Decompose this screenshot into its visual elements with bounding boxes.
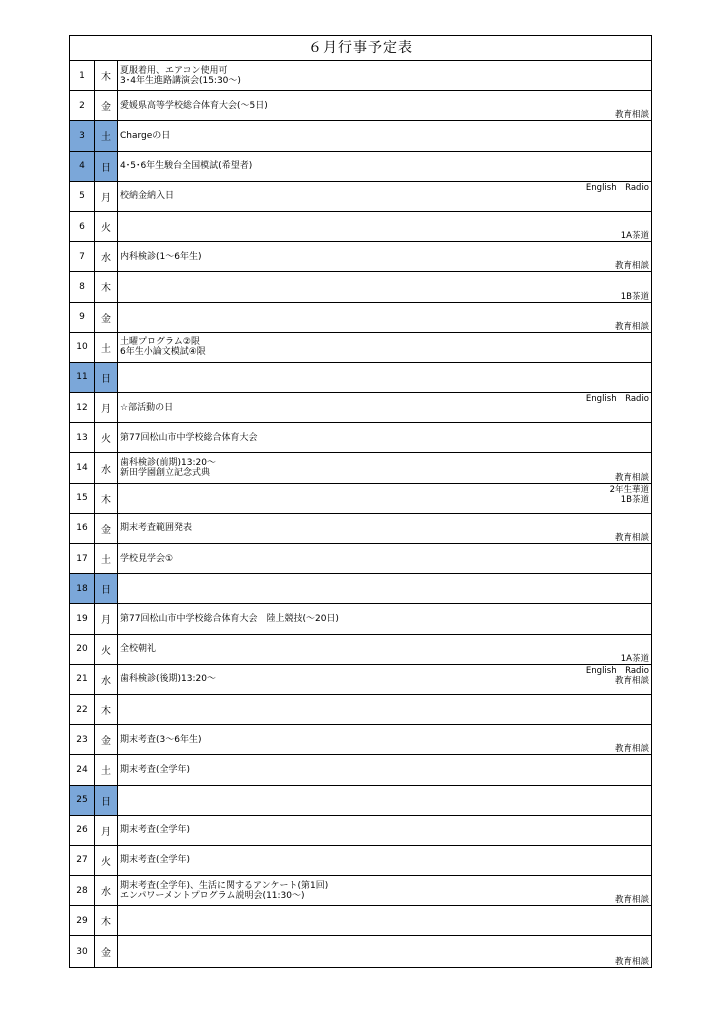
event-list [120,61,241,90]
event-list [120,514,192,543]
event-list [120,665,216,694]
weekday: 土 [95,544,118,573]
day-number: 8 [70,272,95,301]
weekday: 水 [95,453,118,482]
weekday: 火 [95,212,118,241]
side-note: 教育相談 [614,472,649,483]
side-notes-bottom [615,473,649,483]
table-row [70,212,651,242]
table-row [70,61,651,91]
event-list [120,152,252,181]
side-note: 2年生華道 [609,484,649,495]
side-notes-bottom [615,957,649,967]
side-notes-bottom [615,110,649,120]
weekday: 日 [95,574,118,603]
weekday: 木 [95,272,118,301]
weekday: 水 [95,242,118,271]
events-cell [118,755,651,784]
day-number: 28 [70,876,95,905]
table-row [70,393,651,423]
side-notes-bottom [621,654,649,664]
side-notes-top [586,183,649,193]
table-row [70,695,651,725]
table-row [70,484,651,514]
event-list [120,333,206,362]
weekday: 火 [95,423,118,452]
page-title: ６月行事予定表 [70,36,651,61]
side-note: 教育相談 [614,110,649,121]
day-number: 4 [70,152,95,181]
events-cell [118,453,651,482]
event-list [120,725,201,754]
day-number: 18 [70,574,95,603]
weekday: 月 [95,816,118,845]
event-list [120,876,328,905]
event-line: 新田学園創立記念式典 [120,468,211,479]
side-note: English Radio [585,394,649,405]
event-list [120,453,216,482]
event-line: ☆部活動の日 [120,402,174,413]
event-line: 校納金納入日 [120,191,175,202]
side-note: English Radio [585,182,649,193]
side-note: 教育相談 [614,956,649,967]
day-number: 19 [70,604,95,633]
table-row [70,303,651,333]
side-note: 教育相談 [614,744,649,755]
weekday: 水 [95,665,118,694]
event-line: 4･5･6年生駿台全国模試(希望者) [120,161,253,172]
table-row [70,846,651,876]
event-line: 学校見学会① [120,553,174,564]
events-cell [118,393,651,422]
weekday: 火 [95,635,118,664]
event-list [120,604,339,633]
events-cell [118,695,651,724]
day-number: 29 [70,906,95,935]
side-note: 教育相談 [614,895,649,906]
weekday: 月 [95,604,118,633]
event-list [120,816,190,845]
day-number: 30 [70,936,95,966]
day-number: 2 [70,91,95,120]
events-cell [118,121,651,150]
side-notes-top [586,394,649,404]
table-row [70,363,651,393]
table-row [70,453,651,483]
table-row [70,121,651,151]
events-cell [118,544,651,573]
table-row [70,755,651,785]
side-note: 教育相談 [614,533,649,543]
event-line: 全校朝礼 [120,644,157,655]
events-cell [118,574,651,603]
event-line: 夏服着用、エアコン使用可 [120,65,228,76]
event-line: 歯科検診(後期)13:20～ [120,674,216,685]
events-cell [118,212,651,241]
day-number: 24 [70,755,95,784]
weekday: 水 [95,876,118,905]
events-cell [118,182,651,211]
table-row [70,423,651,453]
events-cell [118,152,651,181]
events-cell [118,91,651,120]
events-cell [118,484,651,513]
table-row [70,635,651,665]
side-notes-top [586,666,649,686]
table-row [70,544,651,574]
table-row [70,242,651,272]
side-notes-top [610,485,649,505]
table-row [70,665,651,695]
events-cell [118,604,651,633]
day-number: 7 [70,242,95,271]
event-line: 第77回松山市中学校総合体育大会 [120,432,258,443]
table-row [70,725,651,755]
events-cell [118,936,651,966]
side-notes-bottom [615,322,649,332]
weekday: 月 [95,393,118,422]
event-line: 3･4年生進路講演会(15:30～) [120,75,241,86]
weekday: 日 [95,363,118,392]
weekday: 木 [95,484,118,513]
table-row [70,182,651,212]
day-number: 23 [70,725,95,754]
table-row [70,936,651,966]
side-note: 教育相談 [614,321,649,332]
table-row [70,272,651,302]
day-number: 13 [70,423,95,452]
table-row [70,152,651,182]
event-list [120,242,201,271]
weekday: 土 [95,333,118,362]
events-cell [118,303,651,332]
table-row [70,906,651,936]
side-note: 教育相談 [614,261,649,272]
table-row [70,876,651,906]
events-cell [118,665,651,694]
event-list [120,182,174,211]
weekday: 金 [95,936,118,966]
side-notes-bottom [621,231,649,241]
event-line: 6年生小論文模試④限 [120,347,206,358]
day-number: 17 [70,544,95,573]
side-note: 1A茶道 [620,653,649,664]
event-line: Chargeの日 [120,130,171,141]
day-number: 21 [70,665,95,694]
event-line: 内科検診(1～6年生) [120,251,202,262]
weekday: 土 [95,121,118,150]
weekday: 日 [95,152,118,181]
event-line: 期末考査範囲発表 [120,523,193,534]
event-list [120,121,170,150]
weekday: 日 [95,786,118,815]
side-notes-bottom [615,533,649,543]
events-cell [118,333,651,362]
side-notes-bottom [615,744,649,754]
event-line: 期末考査(3～6年生) [120,734,202,745]
side-note: 教育相談 [614,675,649,686]
weekday: 木 [95,906,118,935]
side-note: English Radio [585,665,649,676]
schedule-table [69,35,652,968]
day-number: 16 [70,514,95,543]
event-line: 期末考査(全学年)、生活に関するアンケート(第1回) [120,880,329,891]
event-line: 期末考査(全学年) [120,764,191,775]
weekday: 木 [95,695,118,724]
side-note: 1A茶道 [620,231,649,242]
table-row [70,91,651,121]
schedule-rows [70,61,651,967]
event-list [120,423,257,452]
events-cell [118,786,651,815]
event-list [120,755,190,784]
events-cell [118,725,651,754]
events-cell [118,242,651,271]
events-cell [118,272,651,301]
event-line: 第77回松山市中学校総合体育大会 陸上競技(～20日) [120,613,339,624]
events-cell [118,363,651,392]
events-cell [118,876,651,905]
event-line: 期末考査(全学年) [120,855,191,866]
day-number: 14 [70,453,95,482]
day-number: 15 [70,484,95,513]
day-number: 27 [70,846,95,875]
side-notes-bottom [615,261,649,271]
day-number: 9 [70,303,95,332]
day-number: 22 [70,695,95,724]
event-line: 期末考査(全学年) [120,825,191,836]
day-number: 26 [70,816,95,845]
table-row [70,604,651,634]
day-number: 12 [70,393,95,422]
day-number: 10 [70,333,95,362]
day-number: 25 [70,786,95,815]
day-number: 11 [70,363,95,392]
day-number: 20 [70,635,95,664]
table-row [70,816,651,846]
table-row [70,514,651,544]
weekday: 火 [95,846,118,875]
event-list [120,846,190,875]
side-notes-bottom [615,895,649,905]
side-notes-bottom [621,292,649,302]
side-note: 1B茶道 [620,494,649,505]
events-cell [118,906,651,935]
event-line: 土曜プログラム②限 [120,337,200,348]
events-cell [118,816,651,845]
event-list [120,91,268,120]
weekday: 金 [95,303,118,332]
event-line: エンパワーメントプログラム説明会(11:30～) [120,890,305,901]
day-number: 3 [70,121,95,150]
events-cell [118,635,651,664]
event-line: 愛媛県高等学校総合体育大会(～5日) [120,100,268,111]
event-list [120,544,173,573]
events-cell [118,514,651,543]
weekday: 木 [95,61,118,90]
side-note: 1B茶道 [620,291,649,302]
table-row [70,574,651,604]
events-cell [118,423,651,452]
event-list [120,393,173,422]
event-line: 歯科検診(前期)13:20～ [120,458,216,469]
weekday: 金 [95,514,118,543]
weekday: 土 [95,755,118,784]
weekday: 金 [95,725,118,754]
day-number: 1 [70,61,95,90]
event-list [120,635,156,664]
weekday: 金 [95,91,118,120]
day-number: 5 [70,182,95,211]
table-row [70,786,651,816]
weekday: 月 [95,182,118,211]
events-cell [118,846,651,875]
day-number: 6 [70,212,95,241]
table-row [70,333,651,363]
events-cell [118,61,651,90]
